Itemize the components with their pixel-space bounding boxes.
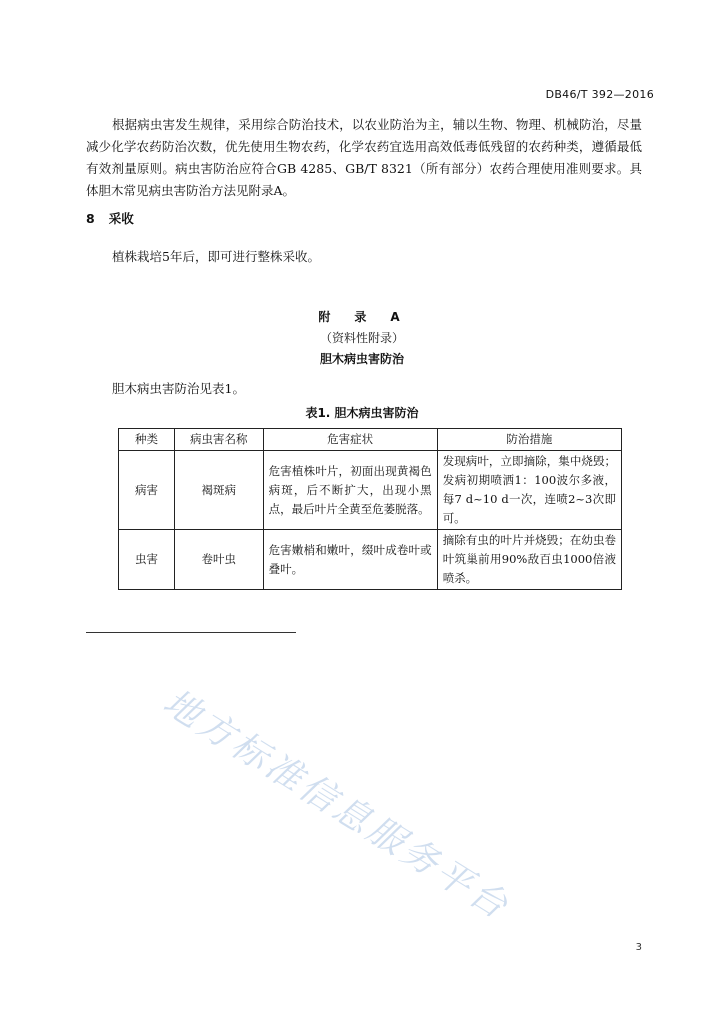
appendix-heading: [0, 307, 724, 370]
table-row: [119, 530, 622, 590]
document-code: DB46/T 392—2016: [545, 88, 654, 101]
cell-pest-name: 卷叶虫: [175, 530, 264, 590]
footnote-rule: [86, 632, 296, 633]
cell-pest-name: 褐斑病: [175, 451, 264, 530]
cell-control-measures: 摘除有虫的叶片并烧毁；在幼虫卷叶筑巢前用90%敌百虫1000倍液喷杀。: [437, 530, 621, 590]
header-category: 种类: [119, 429, 175, 451]
section-number: 8: [86, 211, 95, 226]
header-pest-name: 病虫害名称: [175, 429, 264, 451]
appendix-type: （资料性附录）: [319, 331, 404, 345]
cell-control-measures: 发现病叶，立即摘除，集中烧毁；发病初期喷洒1：100波尔多液，每7 d~10 d一次，连喷2~3次即可。: [437, 451, 621, 530]
cell-category: 虫害: [119, 530, 175, 590]
cell-symptoms: 危害植株叶片，初面出现黄褐色病斑，后不断扩大，出现小黑点，最后叶片全黄至危萎脱落。: [263, 451, 437, 530]
section-heading: [86, 209, 134, 227]
cell-symptoms: 危害嫩梢和嫩叶，缀叶成卷叶或叠叶。: [263, 530, 437, 590]
cell-category: 病害: [119, 451, 175, 530]
appendix-name: 胆木病虫害防治: [319, 352, 404, 366]
header-symptoms: 危害症状: [263, 429, 437, 451]
control-principles-paragraph: 根据病虫害发生规律，采用综合防治技术，以农业防治为主，辅以生物、物理、机械防治，尽量减少化学农药防治次数，优先使用生物农药，化学农药宜选用高效低毒低残留的农药种类，遵循最低有效剂量原则。病虫害防治应符合GB 4285、GB/T 8321（所有部分）农药合理使用准则要求。具体胆木常见病虫害防治方法见附录A。: [86, 117, 642, 198]
pest-control-table: [118, 428, 622, 590]
appendix-title: 附 录 A: [318, 310, 406, 324]
harvest-paragraph: 植株栽培5年后，即可进行整株采收。: [112, 249, 320, 264]
table-caption: 表1. 胆木病虫害防治: [305, 406, 419, 420]
header-control-measures: 防治措施: [437, 429, 621, 451]
table-reference-paragraph: 胆木病虫害防治见表1。: [112, 381, 245, 396]
section-title: 采收: [108, 211, 134, 226]
page-number: 3: [635, 942, 642, 953]
watermark: 地方标准信息服务平台: [156, 681, 517, 929]
table-row: [119, 451, 622, 530]
table-header-row: [119, 429, 622, 451]
